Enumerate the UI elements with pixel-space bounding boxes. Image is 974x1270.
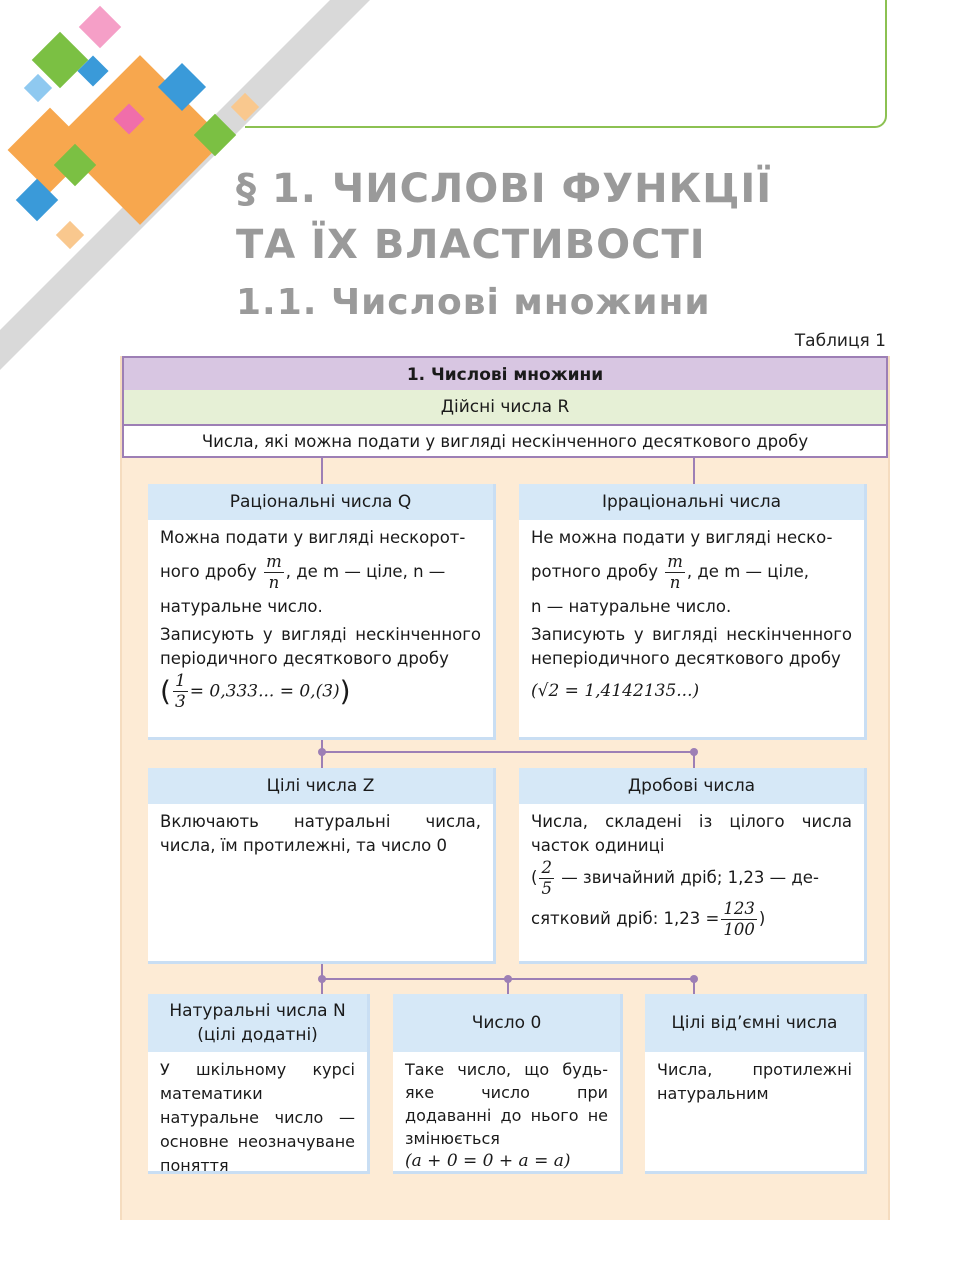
irrational-text2b: , де m — ціле, bbox=[686, 562, 810, 581]
rational-fraction: $\frac{m}{n}$ bbox=[266, 552, 282, 592]
rational-box bbox=[148, 484, 496, 740]
fractional-box bbox=[519, 768, 867, 964]
connector-dot bbox=[318, 748, 326, 756]
irrational-text2a: ротного дробу bbox=[531, 562, 658, 581]
connector-dot bbox=[690, 748, 698, 756]
integers-title: Цілі числа Z bbox=[148, 768, 493, 804]
natural-title: Натуральні числа N bbox=[169, 1001, 346, 1021]
connector-dot bbox=[504, 975, 512, 983]
subsection-title: 1.1. Числові множини bbox=[236, 282, 711, 323]
connector-dot bbox=[690, 975, 698, 983]
integers-box bbox=[148, 768, 496, 964]
natural-text: У шкільному курсі математики натуральне число — основне неозначуване поняття bbox=[160, 1060, 355, 1175]
table-label: Таблиця 1 bbox=[794, 331, 886, 351]
zero-title: Число 0 bbox=[393, 994, 620, 1052]
natural-subtitle: (цілі додатні) bbox=[197, 1025, 318, 1045]
zero-text: Таке число, що будь-яке число при додаванні до нього не змінюється bbox=[405, 1060, 608, 1148]
rational-text3: натуральне число. bbox=[160, 597, 323, 616]
zero-formula: (a + 0 = 0 + a = a) bbox=[405, 1151, 571, 1171]
negative-text: Числа, протилежні натуральним bbox=[657, 1060, 852, 1103]
fractional-example-line2: сятковий дріб: 1,23 = $\frac{123}{100}$ ) bbox=[531, 899, 766, 939]
zero-box bbox=[393, 994, 623, 1174]
irrational-title: Ірраціональні числа bbox=[519, 484, 864, 520]
fractional-title: Дробові числа bbox=[519, 768, 864, 804]
fractional-text1: Числа, складені із цілого числа частoк одиниці bbox=[531, 812, 852, 855]
rational-text4: Записують у вигляді нескінченного періодичного десяткового дробу bbox=[160, 625, 481, 668]
integers-text: Включають натуральні числа, числа, їм протилежні, та число 0 bbox=[160, 812, 481, 855]
real-numbers-heading: Дійсні числа R bbox=[122, 390, 888, 424]
rational-text2b: , де m — ціле, n — bbox=[285, 562, 446, 581]
irrational-fraction: $\frac{m}{n}$ bbox=[667, 552, 683, 592]
fractional-example: ( $\frac{2}{5}$ — звичайний дріб; 1,23 — де- bbox=[531, 858, 819, 898]
rational-text2a: ного дробу bbox=[160, 562, 257, 581]
section-title-line1: § 1. ЧИСЛОВІ ФУНКЦІЇ bbox=[236, 166, 773, 212]
table-title: 1. Числові множини bbox=[122, 356, 888, 390]
irrational-example: (√2 = 1,4142135...) bbox=[531, 681, 700, 701]
irrational-text3: n — натуральне число. bbox=[531, 597, 732, 616]
natural-box bbox=[148, 994, 370, 1174]
rational-example: ( $\frac{1}{3}$ = 0,333... = 0,(3)) bbox=[160, 671, 351, 712]
number-sets-table bbox=[120, 356, 890, 1220]
negative-box bbox=[645, 994, 867, 1174]
connector-dot bbox=[318, 975, 326, 983]
connector bbox=[693, 458, 695, 486]
real-numbers-definition: Числа, які можна подати у вигляді нескінченного десяткового дробу bbox=[122, 424, 888, 458]
irrational-text1: Не можна подати у вигляді нескo- bbox=[531, 528, 833, 547]
rational-text1: Можна подати у вигляді нескорот- bbox=[160, 528, 466, 547]
connector bbox=[323, 751, 693, 753]
rational-title: Раціональні числа Q bbox=[148, 484, 493, 520]
irrational-box bbox=[519, 484, 867, 740]
header-frame bbox=[245, 0, 887, 128]
negative-title: Цілі від’ємні числа bbox=[645, 994, 864, 1052]
connector bbox=[321, 458, 323, 486]
irrational-text4: Записують у вигляді нескінченного неперіодичного десяткового дробу bbox=[531, 625, 852, 668]
section-title-line2: ТА ЇХ ВЛАСТИВОСТІ bbox=[236, 222, 706, 268]
